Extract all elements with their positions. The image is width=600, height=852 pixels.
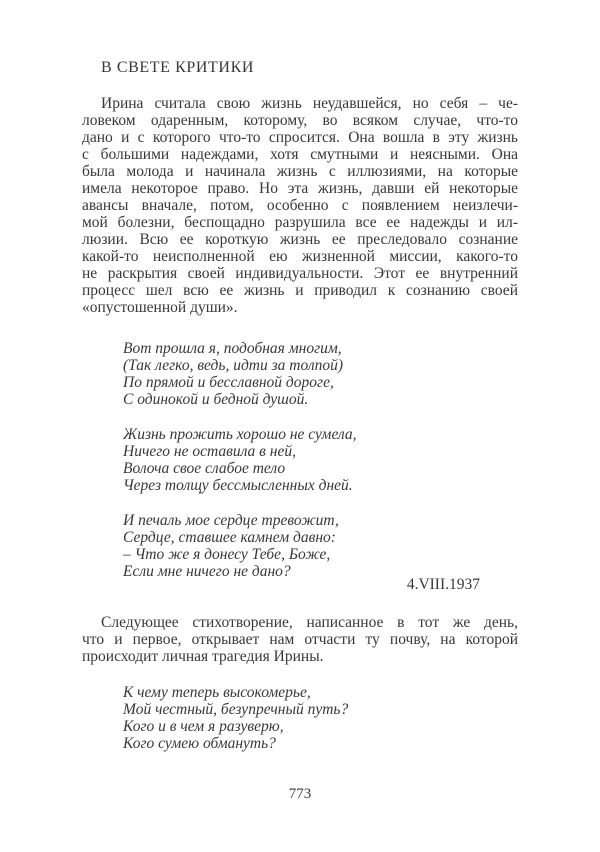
text-line: Ирина считала свою жизнь неудавшейся, но себя – че-	[101, 95, 518, 112]
poem-stanza	[123, 340, 518, 408]
poem-line: Сердце, ставшее камнем давно:	[123, 529, 336, 546]
poem-date: 4.VIII.1937	[406, 576, 480, 593]
page-number: 773	[288, 786, 312, 802]
poem-line: (Так легко, ведь, идти за толпой)	[123, 357, 344, 374]
poem-line: Вот прошла я, подобная многим,	[123, 340, 342, 357]
poem-line: Если мне ничего не дано?	[123, 563, 291, 580]
text-line: люзии. Всю ее короткую жизнь ее преследовало сознание	[82, 231, 518, 248]
text-line: что и первое, открывает нам отчасти ту почву, на которой	[82, 631, 518, 648]
poem-stanza	[123, 426, 518, 494]
book-page-content	[82, 58, 518, 752]
poem-line: Через толщу бессмысленных дней.	[123, 477, 353, 494]
poem-line: Кого сумею обмануть?	[123, 735, 276, 752]
text-line: происходит личная трагедия Ирины.	[82, 648, 324, 665]
poem-stanza	[123, 684, 518, 752]
poem-line: Мой честный, безупречный путь?	[123, 701, 349, 718]
poem-stanzas	[123, 340, 518, 580]
poem-line: С одинокой и бедной душой.	[123, 391, 309, 408]
poem-line: К чему теперь высокомерье,	[123, 684, 311, 701]
text-line: Следующее стихотворение, написанное в тот же день,	[101, 614, 518, 631]
poem-stanza	[123, 512, 518, 580]
poem-block	[123, 684, 518, 752]
text-line: не раскрытия своей индивидуальности. Этот ее внутренний	[82, 265, 518, 282]
text-line: с большими надеждами, хотя смутными и неясными. Она	[82, 146, 518, 163]
poem-line: Кого и в чем я разуверю,	[123, 718, 284, 735]
text-line: авансы вначале, потом, особенно с появлением неизлечи-	[82, 197, 518, 214]
text-line: процесс шел всю ее жизнь и приводил к сознанию своей	[82, 282, 518, 299]
poem-stanzas	[123, 684, 518, 752]
text-line: была молода и начинала жизнь с иллюзиями, на которые	[82, 163, 518, 180]
chapter-header: В СВЕТЕ КРИТИКИ	[101, 59, 255, 76]
text-line: дано и с которого что-то спросится. Она вошла в эту жизнь	[82, 129, 518, 146]
prose-paragraph	[82, 614, 518, 665]
poem-line: Ничего не оставила в ней,	[123, 443, 296, 460]
poem-line: Жизнь прожить хорошо не сумела,	[123, 426, 357, 443]
poem-line: И печаль мое сердце тревожит,	[123, 512, 339, 529]
poem-line: – Что же я донесу Тебе, Боже,	[123, 546, 331, 563]
prose-paragraph	[82, 95, 518, 316]
text-line: «опустошенной души».	[82, 299, 238, 316]
poem-line: По прямой и бесславной дороге,	[123, 374, 334, 391]
text-line: какой-то неисполненной ею жизненной миссии, какого-то	[82, 248, 518, 265]
poem-line: Волоча свое слабое тело	[123, 460, 286, 477]
text-line: мой болезни, беспощадно разрушила все ее надежды и ил-	[82, 214, 518, 231]
text-line: ловеком одаренным, которому, во всяком случае, что-то	[82, 112, 518, 129]
poem-block	[123, 340, 518, 593]
text-line: имела некоторое право. Но эта жизнь, давши ей некоторые	[82, 180, 518, 197]
